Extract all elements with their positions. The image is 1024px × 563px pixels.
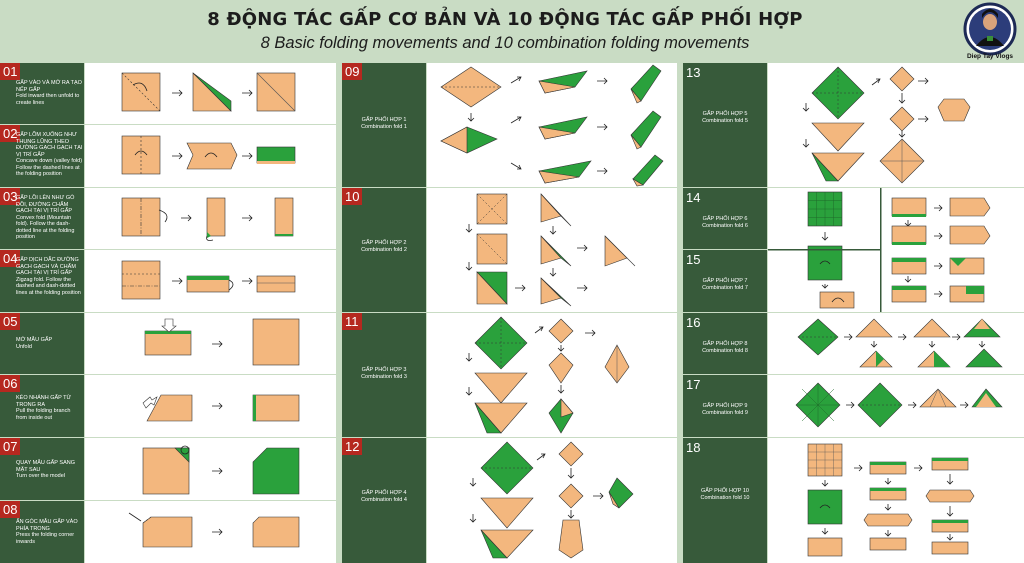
diagram-06 <box>85 375 336 437</box>
label-vi: MỞ MẪU GẤP <box>16 337 53 343</box>
label-02 <box>0 125 84 187</box>
diagram-16 <box>768 313 1024 374</box>
step-number: 15 <box>686 252 701 267</box>
fold-diagram-icon <box>85 438 336 500</box>
label-en: Unfold <box>16 343 32 350</box>
header <box>0 0 1024 62</box>
fold-diagram-icon <box>768 438 1024 563</box>
step-number-badge: 12 <box>342 438 362 455</box>
fold-diagram-icon <box>85 125 336 187</box>
label-vi: GẤP PHỐI HỢP 6 <box>702 216 748 222</box>
diagram-01 <box>85 63 336 124</box>
label-vi: GẤP PHỐI HỢP 8 <box>702 341 748 347</box>
label-vi: GẤP DỊCH DẮC ĐƯỜNG GẠCH GẠCH VÀ CHẤM GẠCH TẠI VỊ TRÍ GẤP <box>16 257 79 276</box>
label-14 <box>683 188 767 249</box>
label-vi: GẤP PHỐI HỢP 10 <box>701 488 749 494</box>
label-en: Combination fold 4 <box>361 497 407 503</box>
diagram-12 <box>427 438 677 563</box>
label-en: Turn over the model <box>16 473 66 479</box>
diagram-05 <box>85 313 336 374</box>
step-number-badge: 05 <box>0 313 20 330</box>
label-en: Concave down (valley fold) Follow the dashed lines at the folding position <box>16 158 83 177</box>
label-vi: GẤP PHỐI HỢP 2 <box>361 240 407 246</box>
label-vi: GẤP PHỐI HỢP 5 <box>702 111 748 117</box>
step-number-badge: 01 <box>0 63 20 80</box>
label-en: Combination fold 10 <box>700 495 750 501</box>
label-en: Combination fold 6 <box>702 223 748 229</box>
diagram-09 <box>427 63 677 187</box>
label-07 <box>0 438 84 500</box>
step-number: 16 <box>686 315 701 330</box>
label-08 <box>0 501 84 563</box>
label-en: Combination fold 9 <box>702 410 748 416</box>
step-number-badge: 04 <box>0 250 20 267</box>
label-en: Combination fold 5 <box>702 118 748 124</box>
label-vi: GẤP PHỐI HỢP 4 <box>361 490 407 496</box>
fold-diagram-icon <box>85 375 336 437</box>
fold-diagram-icon <box>85 313 336 374</box>
label-vi: ẤN GÓC MẪU GẤP VÀO PHÍA TRONG <box>16 519 78 532</box>
label-06 <box>0 375 84 437</box>
label-en: Combination fold 3 <box>361 374 407 380</box>
step-number-badge: 09 <box>342 63 362 80</box>
step-number: 14 <box>686 190 701 205</box>
fold-diagram-icon <box>768 313 1024 374</box>
step-number-badge: 03 <box>0 188 20 205</box>
label-vi: KÉO NHÁNH GẤP TỪ TRONG RA <box>16 395 72 408</box>
diagram-11 <box>427 313 677 437</box>
diagram-10 <box>427 188 677 312</box>
label-09 <box>342 63 426 187</box>
diagram-03 <box>85 188 336 249</box>
label-en: Combination fold 8 <box>702 348 748 354</box>
label-en: Fold inward then unfold to create lines <box>16 93 80 106</box>
label-vi: QUAY MẪU GẤP SANG MẶT SAU <box>16 460 75 473</box>
label-vi: GẤP PHỐI HỢP 1 <box>361 117 407 123</box>
label-vi: GẤP VÀO VÀ MỞ RA TẠO NẾP GẤP <box>16 80 82 93</box>
label-vi: GẤP LỒI LÊN NHƯ GÒ ĐỒI, ĐƯỜNG CHẤM GẠCH TẠI VỊ TRÍ GẤP <box>16 195 75 214</box>
label-vi: GẤP LÕM XUỐNG NHƯ THUNG LŨNG THEO ĐƯỜNG GẠCH GẠCH TẠI VỊ TRÍ GẤP <box>16 132 83 158</box>
diagram-14-15 <box>768 188 1024 312</box>
label-15 <box>683 250 767 312</box>
label-en: Zigzag fold. Follow the dashed and dash-dotted lines at the folding position <box>16 276 81 296</box>
fold-diagram-icon <box>768 63 1024 187</box>
diagram-02 <box>85 125 336 187</box>
label-vi: GẤP PHỐI HỢP 9 <box>702 403 748 409</box>
label-12 <box>342 438 426 563</box>
fold-diagram-icon <box>427 63 677 187</box>
diagram-17 <box>768 375 1024 437</box>
fold-diagram-icon <box>427 438 677 563</box>
page-title: 8 ĐỘNG TÁC GẤP CƠ BẢN VÀ 10 ĐỘNG TÁC GẤP PHỐI HỢP <box>207 9 803 30</box>
label-11 <box>342 313 426 437</box>
channel-logo-icon <box>960 2 1020 60</box>
label-17 <box>683 375 767 437</box>
label-16 <box>683 313 767 374</box>
fold-diagram-icon <box>427 188 677 312</box>
fold-diagram-icon <box>85 63 336 124</box>
label-13 <box>683 63 767 187</box>
label-03 <box>0 188 84 249</box>
label-01 <box>0 63 84 124</box>
diagram-04 <box>85 250 336 312</box>
diagram-08 <box>85 501 336 563</box>
step-number: 17 <box>686 377 701 392</box>
fold-diagram-icon <box>427 313 677 437</box>
label-en: Combination fold 1 <box>361 124 407 130</box>
fold-diagram-icon <box>85 501 336 563</box>
step-number-badge: 07 <box>0 438 20 455</box>
diagram-13 <box>768 63 1024 187</box>
fold-diagram-icon <box>85 188 336 249</box>
step-number-badge: 06 <box>0 375 20 392</box>
fold-diagram-icon <box>768 375 1024 437</box>
label-vi: GẤP PHỐI HỢP 7 <box>702 278 748 284</box>
label-04 <box>0 250 84 312</box>
step-number-badge: 11 <box>342 313 362 330</box>
step-number-badge: 02 <box>0 125 20 142</box>
fold-diagram-icon <box>768 188 1024 312</box>
logo-text: Diep Tay Vlogs <box>966 53 1014 60</box>
label-en: Combination fold 7 <box>702 285 748 291</box>
label-18 <box>683 438 767 563</box>
step-number: 18 <box>686 440 701 455</box>
label-10 <box>342 188 426 312</box>
label-en: Combination fold 2 <box>361 247 407 253</box>
label-vi: GẤP PHỐI HỢP 3 <box>361 367 407 373</box>
label-en: Press the folding corner inwards <box>16 532 75 545</box>
fold-diagram-icon <box>85 250 336 312</box>
step-number-badge: 10 <box>342 188 362 205</box>
diagram-07 <box>85 438 336 500</box>
label-en: Pull the folding branch from inside out <box>16 408 71 421</box>
label-en: Convex fold (Mountain fold). Follow the dash-dotted line at the folding position <box>16 214 75 240</box>
page-subtitle: 8 Basic folding movements and 10 combination folding movements <box>260 34 750 52</box>
diagram-18 <box>768 438 1024 563</box>
label-05 <box>0 313 84 374</box>
step-number: 13 <box>686 65 701 80</box>
step-number-badge: 08 <box>0 501 20 518</box>
